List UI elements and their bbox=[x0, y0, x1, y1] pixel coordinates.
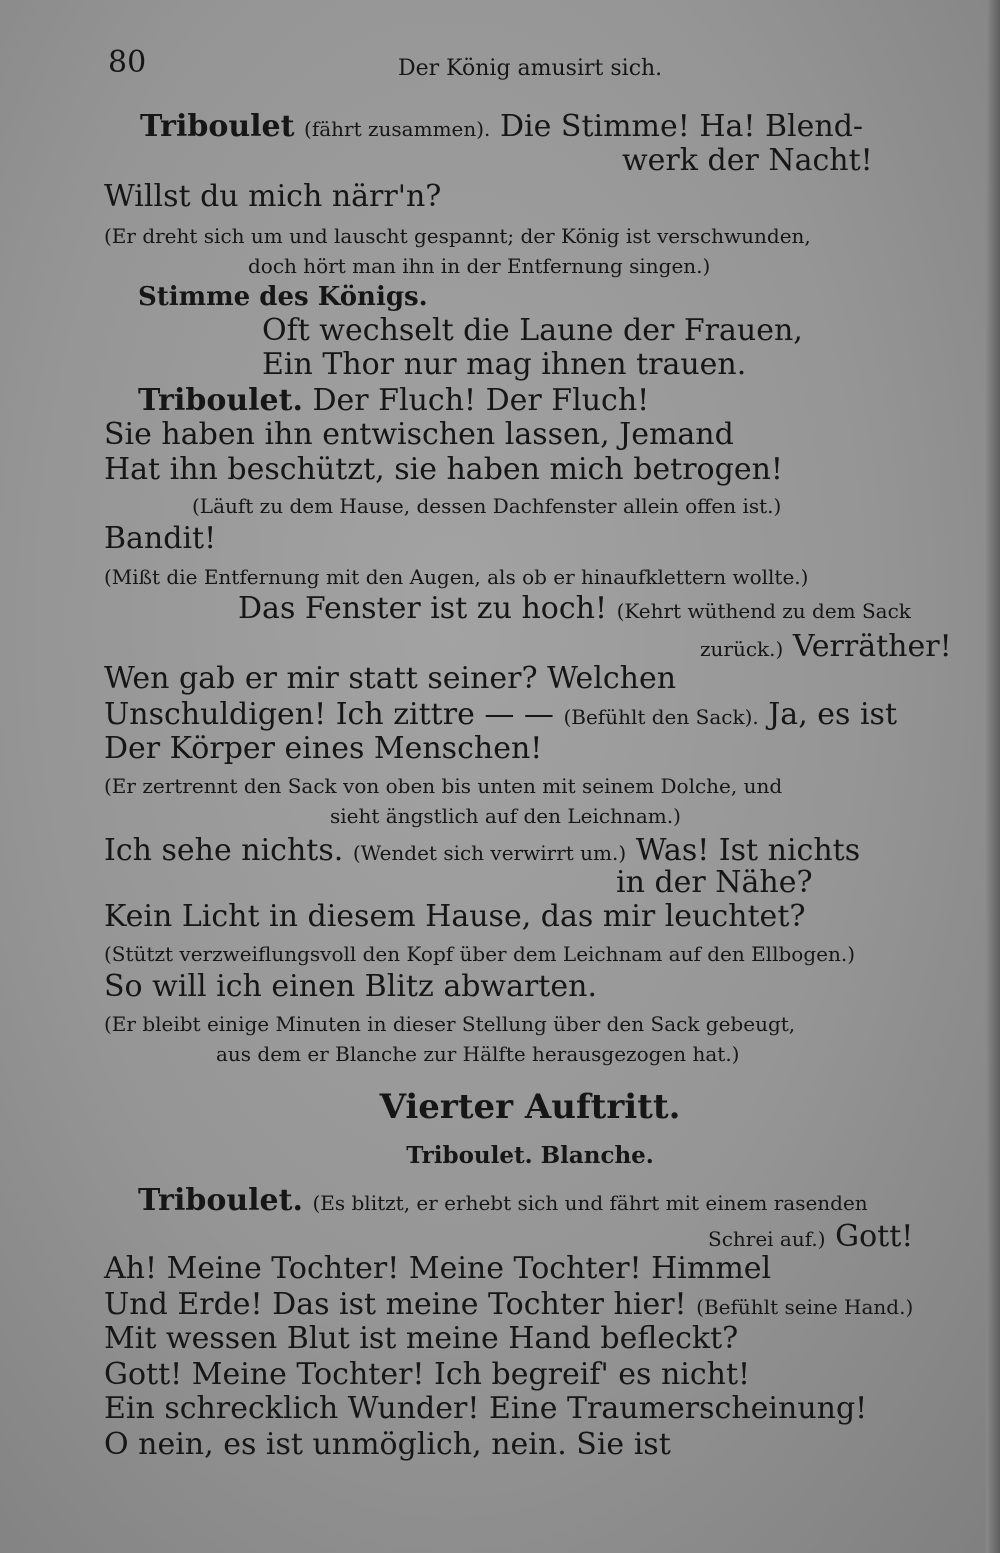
verse-line bbox=[138, 383, 650, 418]
stage-direction: sieht ängstlich auf den Leichnam.) bbox=[330, 804, 681, 828]
verse-text: Die Stimme! Ha! Blend- bbox=[499, 109, 864, 144]
stage-direction: (Befühlt den Sack). bbox=[563, 705, 759, 729]
page-edge bbox=[986, 0, 1000, 1553]
verse-text: Der Fluch! Der Fluch! bbox=[312, 383, 650, 418]
verse-line bbox=[138, 1183, 868, 1218]
verse-line: O nein, es ist unmöglich, nein. Sie ist bbox=[104, 1427, 671, 1462]
stage-direction: (Es blitzt, er erhebt sich und fährt mit einem rasenden bbox=[312, 1191, 868, 1215]
verse-line: Ein schrecklich Wunder! Eine Traumerscheinung! bbox=[104, 1391, 868, 1426]
verse-line: Mit wessen Blut ist meine Hand befleckt? bbox=[104, 1321, 739, 1356]
stage-direction: (Kehrt wüthend zu dem Sack bbox=[616, 599, 911, 623]
running-title: Der König amusirt sich. bbox=[398, 56, 663, 81]
verse-line: Willst du mich närr'n? bbox=[104, 179, 442, 214]
verse-line: werk der Nacht! bbox=[622, 143, 873, 178]
verse-text: Das Fenster ist zu hoch! bbox=[238, 591, 608, 626]
verse-text: Ja, es ist bbox=[768, 697, 897, 732]
verse-line bbox=[708, 1219, 914, 1254]
stage-direction: (Mißt die Entfernung mit den Augen, als ob er hinaufklettern wollte.) bbox=[104, 565, 809, 589]
verse-line bbox=[140, 109, 864, 144]
speaker-name: Triboulet bbox=[140, 109, 295, 144]
verse-line: Sie haben ihn entwischen lassen, Jemand bbox=[104, 417, 734, 452]
stage-direction: (Er bleibt einige Minuten in dieser Stellung über den Sack gebeugt, bbox=[104, 1012, 796, 1036]
verse-text: Verräther! bbox=[792, 629, 952, 664]
verse-text: Was! Ist nichts bbox=[635, 833, 861, 868]
stage-direction: (Läuft zu dem Hause, dessen Dachfenster allein offen ist.) bbox=[192, 494, 782, 518]
stage-direction: zurück.) bbox=[700, 637, 784, 661]
speaker-name: Triboulet. bbox=[138, 1183, 303, 1218]
verse-line: Wen gab er mir statt seiner? Welchen bbox=[104, 661, 677, 696]
speaker-name: Stimme des Königs. bbox=[138, 282, 428, 312]
stage-direction: (Er dreht sich um und lauscht gespannt; der König ist verschwunden, bbox=[104, 224, 811, 248]
verse-text: Ich sehe nichts. bbox=[104, 833, 344, 868]
scene-characters: Triboulet. Blanche. bbox=[406, 1142, 654, 1169]
verse-text: Unschuldigen! Ich zittre — — bbox=[104, 697, 554, 732]
verse-line bbox=[104, 833, 861, 868]
verse-line: Der Körper eines Menschen! bbox=[104, 731, 543, 766]
verse-line: So will ich einen Blitz abwarten. bbox=[104, 969, 597, 1004]
verse-line: Gott! Meine Tochter! Ich begreif' es nicht! bbox=[104, 1357, 751, 1392]
verse-line: Bandit! bbox=[104, 521, 217, 556]
verse-line: Ah! Meine Tochter! Meine Tochter! Himmel bbox=[104, 1251, 772, 1286]
stage-direction: (fährt zusammen). bbox=[304, 117, 491, 141]
page-number: 80 bbox=[108, 45, 147, 80]
verse-line: Kein Licht in diesem Hause, das mir leuchtet? bbox=[104, 899, 806, 934]
verse-text: Gott! bbox=[835, 1219, 914, 1254]
verse-line bbox=[700, 629, 952, 664]
stage-direction: (Stützt verzweiflungsvoll den Kopf über dem Leichnam auf den Ellbogen.) bbox=[104, 942, 855, 966]
verse-text: Und Erde! Das ist meine Tochter hier! bbox=[104, 1287, 687, 1322]
stage-direction: doch hört man ihn in der Entfernung singen.) bbox=[248, 254, 711, 278]
verse-line: Oft wechselt die Laune der Frauen, bbox=[262, 313, 803, 348]
scene-title: Vierter Auftritt. bbox=[379, 1087, 681, 1127]
stage-direction: aus dem er Blanche zur Hälfte herausgezogen hat.) bbox=[216, 1042, 740, 1066]
speaker-name: Triboulet. bbox=[138, 383, 303, 418]
verse-line: Hat ihn beschützt, sie haben mich betrogen! bbox=[104, 452, 783, 487]
verse-line: Ein Thor nur mag ihnen trauen. bbox=[262, 347, 747, 382]
verse-line bbox=[238, 591, 911, 626]
verse-line bbox=[104, 697, 897, 732]
verse-line: in der Nähe? bbox=[616, 865, 813, 900]
stage-direction: Schrei auf.) bbox=[708, 1227, 826, 1251]
stage-direction: (Er zertrennt den Sack von oben bis unten mit seinem Dolche, und bbox=[104, 774, 783, 798]
stage-direction: (Befühlt seine Hand.) bbox=[696, 1295, 914, 1319]
verse-line bbox=[104, 1287, 914, 1322]
stage-direction: (Wendet sich verwirrt um.) bbox=[352, 841, 627, 865]
